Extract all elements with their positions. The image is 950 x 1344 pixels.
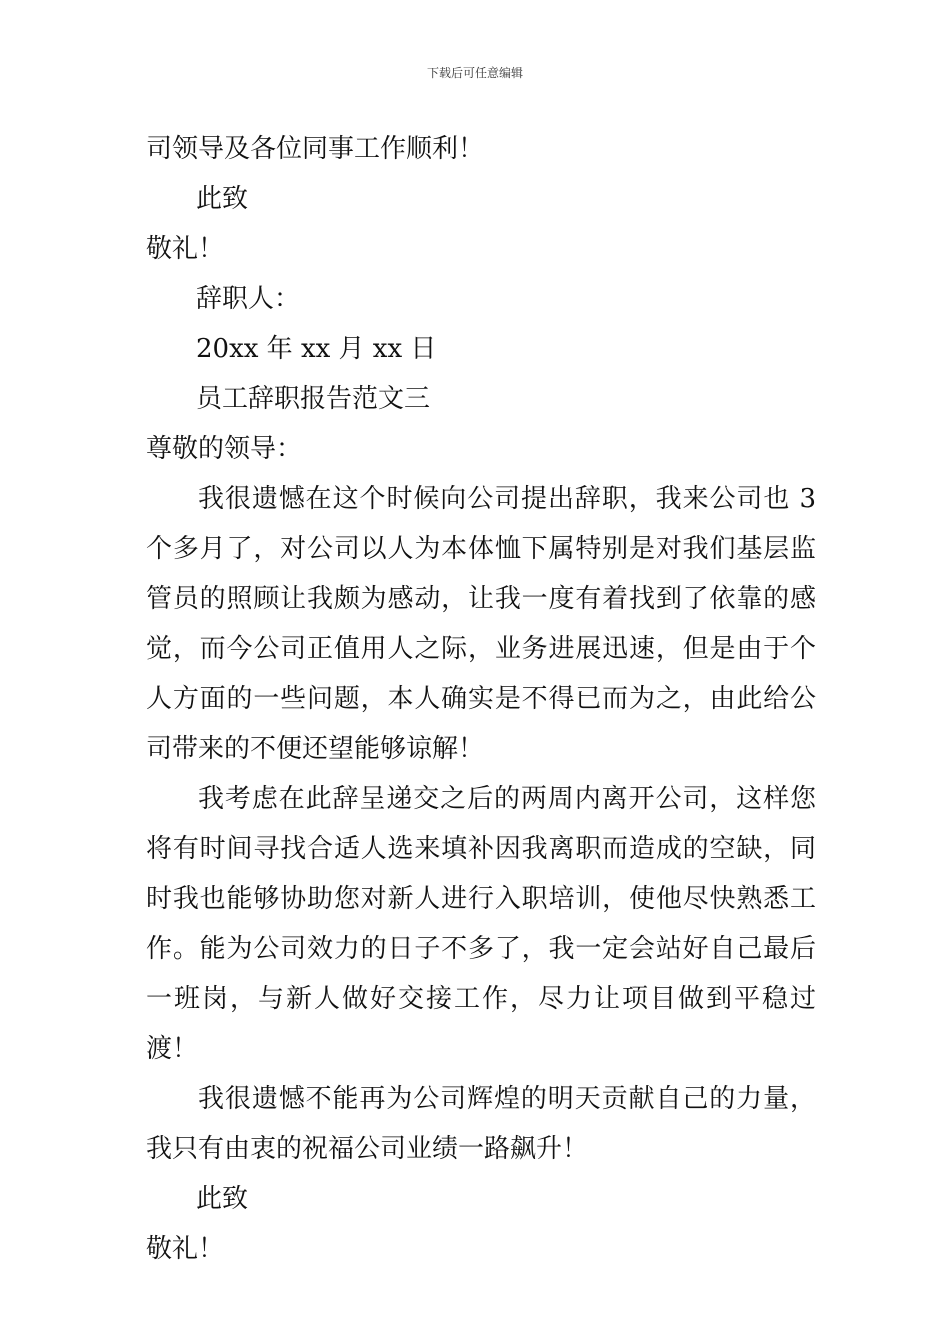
letter-salutation-1: 此致 <box>196 1184 249 1214</box>
letter-salutation-2: 敬礼！ <box>146 1234 225 1264</box>
letter-paragraph-2: 我考虑在此辞呈递交之后的两周内离开公司，这样您将有时间寻找合适人选来填补因我离职而造成的空缺，同时我也能够协助您对新人进行入职培训，使他尽快熟悉工作。能为公司效力的日子不多了，我一定会站好自己最后一班岗，与新人做好交接工作，尽力让项目做到平稳过渡！ <box>146 784 816 1064</box>
letter-greeting: 尊敬的领导： <box>146 434 303 464</box>
page-header: 下载后可任意编辑 <box>426 66 523 80</box>
letter-paragraph-1: 我很遗憾在这个时候向公司提出辞职，我来公司也 3 个多月了，对公司以人为本体恤下属特别是对我们基层监管员的照顾让我颇为感动，让我一度有着找到了依靠的感觉，而今公司正值用人之际，业务进展迅速，但是由于个人方面的一些问题，本人确实是不得已而为之，由此给公司带来的不便还望能够谅解！ <box>146 484 816 764</box>
document-body <box>146 124 816 1274</box>
section-title: 员工辞职报告范文三 <box>196 384 431 414</box>
previous-letter-tail: 司领导及各位同事工作顺利！ <box>146 134 485 164</box>
previous-salutation-1: 此致 <box>196 184 249 214</box>
previous-date: 20xx 年 xx 月 xx 日 <box>196 334 437 364</box>
previous-salutation-2: 敬礼！ <box>146 234 225 264</box>
previous-signer: 辞职人： <box>196 284 301 314</box>
letter-paragraph-3: 我很遗憾不能再为公司辉煌的明天贡献自己的力量，我只有由衷的祝福公司业绩一路飙升！ <box>146 1084 816 1164</box>
